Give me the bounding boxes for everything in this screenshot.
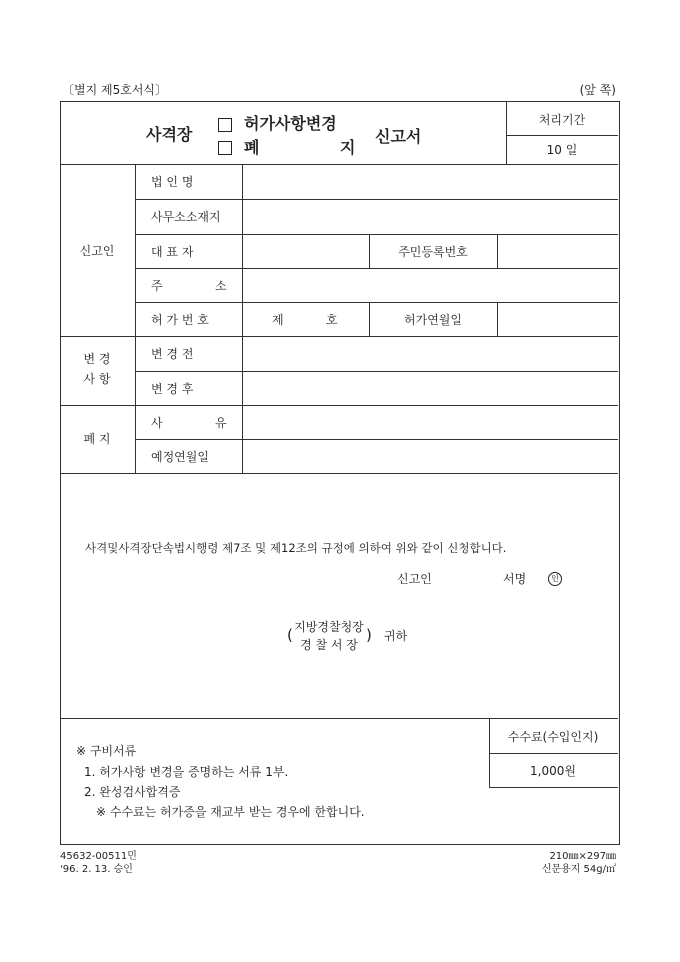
office-location-field[interactable] [243, 200, 617, 234]
required-doc-item-1: 1. 허가사항 변경을 증명하는 서류 1부. [84, 765, 289, 779]
fee-value: 1,000원 [530, 764, 576, 778]
change-before-label: 변 경 전 [151, 347, 194, 361]
declaration-text: 사격및사격장단속법시행령 제7조 및 제12조의 규정에 의하여 위와 같이 신청합니다. [85, 541, 507, 555]
required-doc-item-2: 2. 완성검사합격증 [84, 785, 181, 799]
recipient-police-station: 경 찰 서 장 [300, 638, 358, 652]
representative-label: 대 표 자 [151, 245, 194, 259]
divider [489, 753, 618, 754]
divider [60, 718, 618, 719]
divider [506, 101, 507, 164]
fee-note: ※ 수수료는 허가증을 재교부 받는 경우에 한합니다. [96, 805, 365, 819]
permit-number-suffix: 호 [326, 313, 338, 327]
rrn-label: 주민등록번호 [398, 245, 468, 259]
paper-type: 신문용지 54g/㎡ [541, 864, 616, 875]
closure-section-label: 폐 지 [83, 432, 111, 446]
change-after-field[interactable] [243, 372, 617, 405]
divider [60, 473, 618, 474]
address-label-a: 주 [151, 279, 163, 293]
checkbox-closure[interactable] [218, 141, 232, 155]
closure-reason-label-b: 유 [215, 416, 227, 430]
checkbox-permit-change[interactable] [218, 118, 232, 132]
processing-period-label: 처리기간 [538, 113, 586, 127]
divider [489, 787, 618, 788]
address-field[interactable] [243, 269, 617, 302]
title-option-closure-a: 폐 [244, 138, 260, 157]
paren-close: ) [366, 626, 372, 644]
title-option-change: 허가사항변경 [244, 114, 337, 133]
divider [135, 164, 136, 473]
corp-name-label: 법 인 명 [151, 175, 194, 189]
required-docs-title: ※ 구비서류 [76, 744, 137, 758]
page-side-label: (앞 쪽) [579, 83, 616, 97]
approval-date: '96. 2. 13. 승인 [60, 864, 133, 875]
applicant-label: 신고인 [397, 572, 432, 586]
seal-mark: 인 [548, 572, 562, 586]
permit-date-field[interactable] [498, 303, 617, 336]
paper-size: 210㎜×297㎜ [549, 851, 616, 862]
reporter-section-label: 신고인 [79, 244, 115, 258]
fee-label: 수수료(수입인지) [507, 730, 599, 744]
divider [369, 302, 370, 336]
change-before-field[interactable] [243, 337, 617, 371]
closure-date-label: 예정연월일 [151, 450, 209, 464]
change-section-label-a: 변 경 [83, 352, 111, 366]
rrn-field[interactable] [498, 235, 617, 268]
representative-field[interactable] [243, 235, 369, 268]
closure-reason-label-a: 사 [151, 416, 163, 430]
form-code: 45632-00511민 [60, 851, 137, 862]
closure-date-field[interactable] [243, 440, 617, 473]
recipient-regional-police: 지방경찰청장 [294, 620, 364, 634]
processing-period-value: 10 일 [546, 143, 578, 157]
title-suffix: 신고서 [375, 127, 422, 146]
form-number: 〔별지 제5호서식〕 [62, 83, 168, 97]
paren-open: ( [287, 626, 293, 644]
honorific-label: 귀하 [384, 629, 408, 643]
divider [369, 234, 370, 268]
closure-reason-field[interactable] [243, 406, 617, 439]
permit-number-label: 허 가 번 호 [151, 313, 209, 327]
permit-number-prefix: 제 [272, 313, 284, 327]
permit-date-label: 허가연월일 [404, 313, 462, 327]
change-section-label-b: 사 항 [83, 372, 111, 386]
corp-name-field[interactable] [243, 165, 617, 199]
office-location-label: 사무소소재지 [151, 210, 221, 224]
title-option-closure-b: 지 [340, 138, 356, 157]
signature-label: 서명 [503, 572, 527, 586]
divider [489, 718, 490, 787]
change-after-label: 변 경 후 [151, 382, 194, 396]
address-label-b: 소 [215, 279, 227, 293]
title-prefix: 사격장 [146, 125, 193, 144]
divider [506, 135, 618, 136]
